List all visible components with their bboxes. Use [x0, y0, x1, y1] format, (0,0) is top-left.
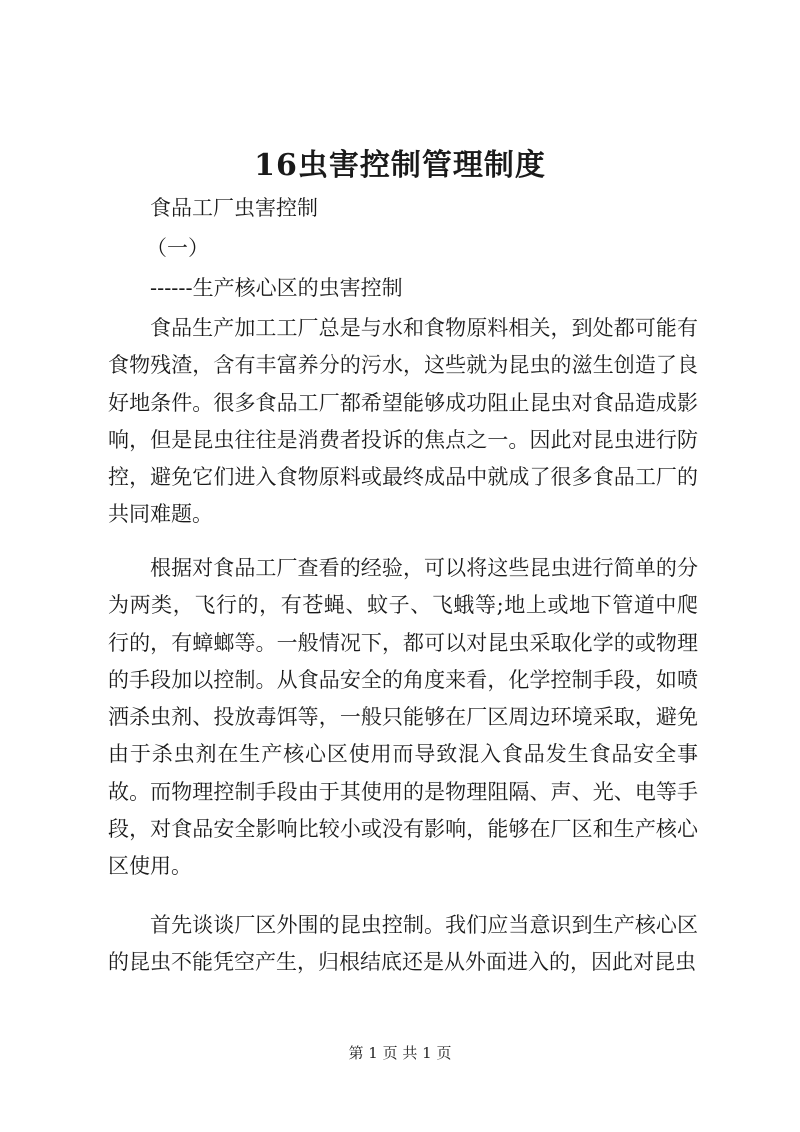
paragraph-2: 根据对食品工厂查看的经验，可以将这些昆虫进行简单的分为两类，飞行的，有苍蝇、蚊子、飞蛾等;地上或地下管道中爬行的，有蟑螂等。一般情况下，都可以对昆虫采取化学的或物理的手段加以控制。从食品安全的角度来看，化学控制手段，如喷洒杀虫剂、投放毒饵等，一般只能够在厂区周边环境采取，避免由于杀虫剂在生产核心区使用而导致混入食品发生食品安全事故。而物理控制手段由于其使用的是物理阻隔、声、光、电等手段，对食品安全影响比较小或没有影响，能够在厂区和生产核心区使用。 — [108, 556, 698, 879]
section-number: （一） — [146, 236, 209, 260]
paragraph-3: 首先谈谈厂区外围的昆虫控制。我们应当意识到生产核心区的昆虫不能凭空产生，归根结底还是从外面进入的，因此对昆虫 — [108, 913, 698, 975]
paragraph-1: 食品生产加工工厂总是与水和食物原料相关，到处都可能有食物残渣，含有丰富养分的污水，这些就为昆虫的滋生创造了良好地条件。很多食品工厂都希望能够成功阻止昆虫对食品造成影响，但是昆虫往往是消费者投诉的焦点之一。因此对昆虫进行防控，避免它们进入食物原料或最终成品中就成了很多食品工厂的共同难题。 — [108, 316, 698, 527]
section-heading: ------生产核心区的虫害控制 — [150, 276, 403, 300]
document-subtitle: 食品工厂虫害控制 — [150, 196, 318, 220]
page-title: 16虫害控制管理制度 — [254, 148, 546, 183]
page-footer: 第 1 页 共 1 页 — [348, 1044, 452, 1062]
